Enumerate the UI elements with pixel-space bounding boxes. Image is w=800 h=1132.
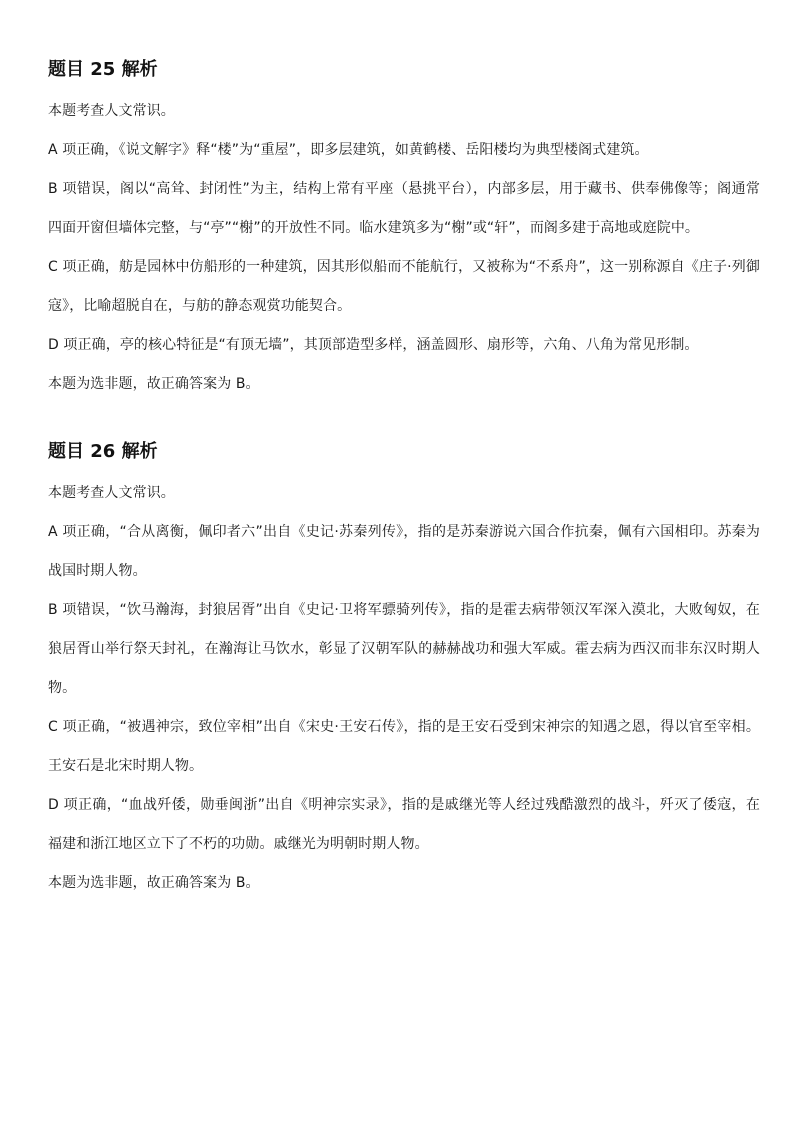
paragraph: 本题为选非题，故正确答案为 B。 [48,875,260,891]
section-heading: 题目 25 解析 [48,59,158,80]
document-page [48,52,760,903]
question-25-analysis [48,52,760,404]
paragraph: A 项正确，“合从离衡，佩印者六”出自《史记·苏秦列传》，指的是苏秦游说六国合作抗秦，佩有六国相印。苏秦为战国时期人物。 [48,524,760,579]
paragraph: C 项正确，“被遇神宗，致位宰相”出自《宋史·王安石传》，指的是王安石受到宋神宗的知遇之恩，得以官至宰相。王安石是北宋时期人物。 [48,719,760,774]
paragraph: 本题考查人文常识。 [48,485,175,501]
paragraph: B 项错误，“饮马瀚海，封狼居胥”出自《史记·卫将军骠骑列传》，指的是霍去病带领汉军深入漠北，大败匈奴，在狼居胥山举行祭天封礼，在瀚海让马饮水，彰显了汉朝军队的赫赫战功和强大军威。霍去病为西汉而非东汉时期人物。 [48,602,760,696]
section-heading: 题目 26 解析 [48,441,158,462]
paragraph: B 项错误，阁以“高耸、封闭性”为主，结构上常有平座（悬挑平台），内部多层，用于藏书、供奉佛像等；阁通常四面开窗但墙体完整，与“亭”“榭”的开放性不同。临水建筑多为“榭”或“轩”，而阁多建于高地或庭院中。 [48,181,760,236]
question-26-analysis [48,434,760,903]
paragraph: 本题为选非题，故正确答案为 B。 [48,376,260,392]
paragraph: D 项正确，亭的核心特征是“有顶无墙”，其顶部造型多样，涵盖圆形、扇形等，六角、八角为常见形制。 [48,337,699,353]
paragraph: A 项正确，《说文解字》释“楼”为“重屋”，即多层建筑，如黄鹤楼、岳阳楼均为典型楼阁式建筑。 [48,142,649,158]
paragraph: 本题考查人文常识。 [48,103,175,119]
paragraph: C 项正确，舫是园林中仿船形的一种建筑，因其形似船而不能航行，又被称为“不系舟”，这一别称源自《庄子·列御寇》，比喻超脱自在，与舫的静态观赏功能契合。 [48,259,760,314]
paragraph: D 项正确，“血战歼倭，勋垂闽浙”出自《明神宗实录》，指的是戚继光等人经过残酷激烈的战斗，歼灭了倭寇，在福建和浙江地区立下了不朽的功勋。戚继光为明朝时期人物。 [48,797,760,852]
